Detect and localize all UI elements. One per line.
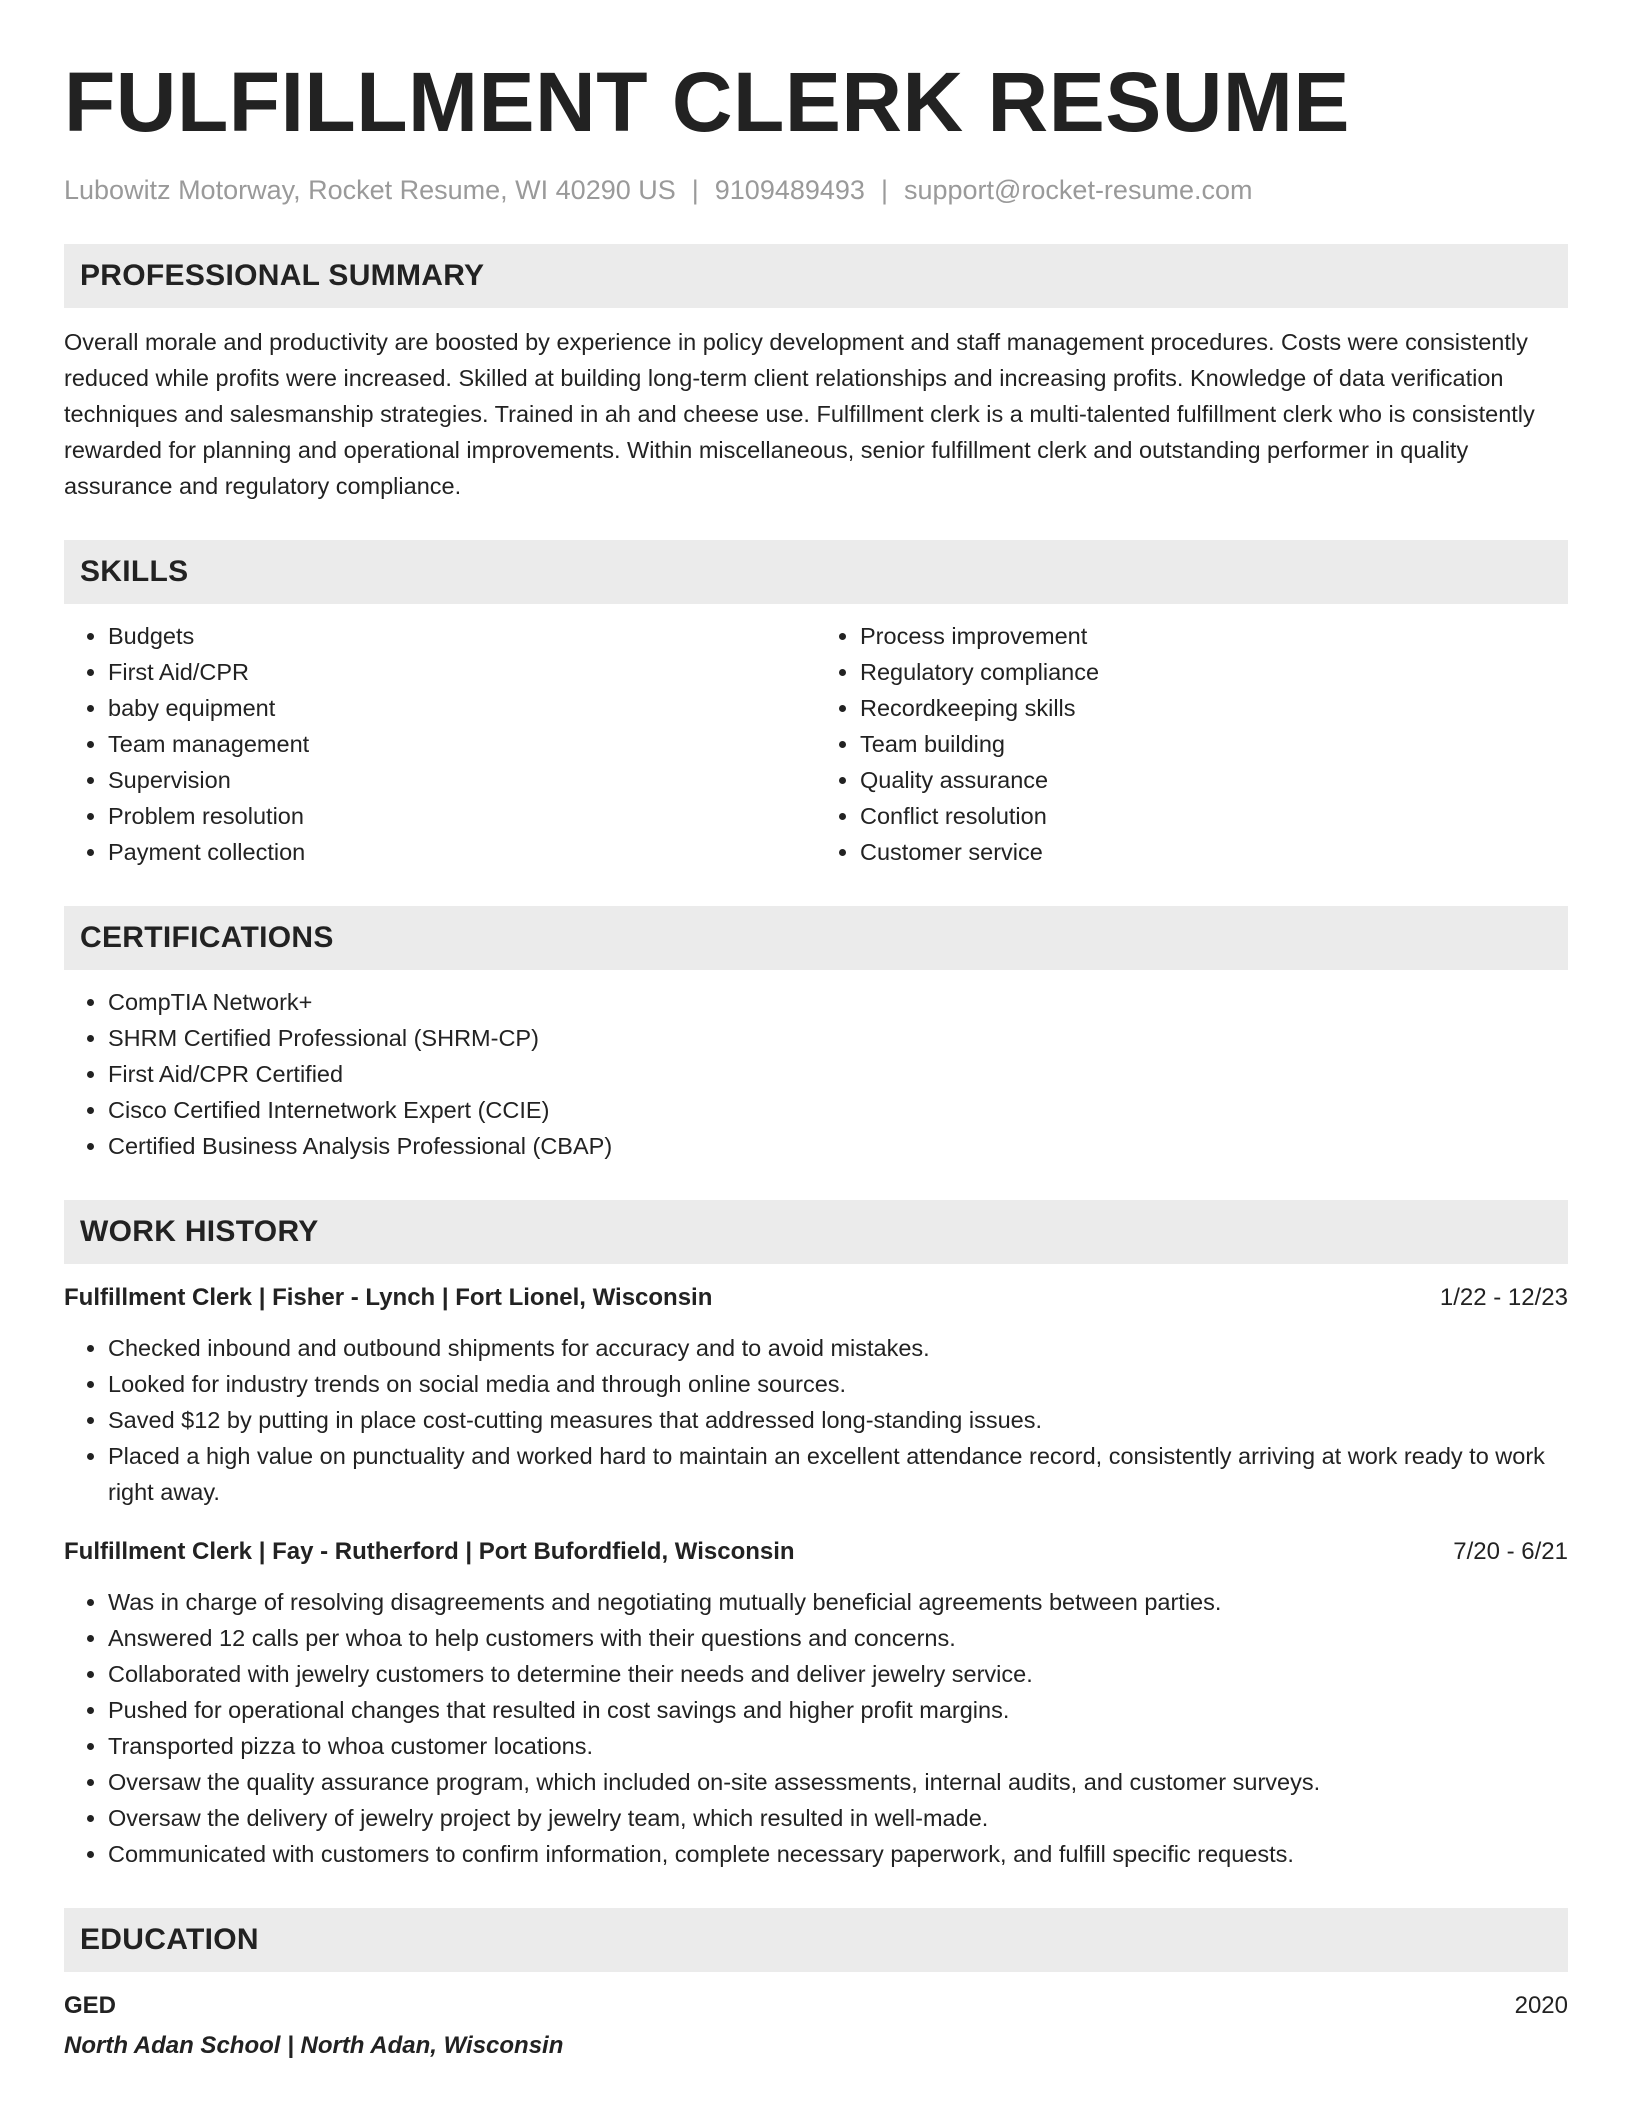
certification-item: • First Aid/CPR Certified (108, 1056, 1568, 1092)
skill-item: • Payment collection (108, 834, 816, 870)
certifications-section (64, 906, 1568, 1164)
education-header (64, 1988, 1568, 2024)
skills-left-list (64, 618, 816, 870)
job-bullet: • Pushed for operational changes that resulted in cost savings and higher profit margins. (108, 1692, 1568, 1728)
education-heading: EDUCATION (64, 1908, 1568, 1972)
contact-separator: | (880, 175, 888, 205)
skill-item: • Supervision (108, 762, 816, 798)
certifications-heading: CERTIFICATIONS (64, 906, 1568, 970)
job-bullets (64, 1584, 1568, 1872)
job-bullet: • Looked for industry trends on social media and through online sources. (108, 1366, 1568, 1402)
job-entry (64, 1534, 1568, 1872)
skill-item: • Process improvement (860, 618, 1568, 654)
certification-item: • SHRM Certified Professional (SHRM-CP) (108, 1020, 1568, 1056)
job-bullet: • Communicated with customers to confirm information, complete necessary paperwork, and fulfill specific requests. (108, 1836, 1568, 1872)
education-year: 2020 (1514, 1992, 1568, 2019)
job-title: Fulfillment Clerk | Fay - Rutherford | Port Bufordfield, Wisconsin (64, 1538, 795, 1565)
skills-heading: SKILLS (64, 540, 1568, 604)
skill-item: • Team building (860, 726, 1568, 762)
job-bullet: • Answered 12 calls per whoa to help customers with their questions and concerns. (108, 1620, 1568, 1656)
job-bullet: • Oversaw the quality assurance program, which included on-site assessments, internal audits, and customer surveys. (108, 1764, 1568, 1800)
summary-section (64, 244, 1568, 504)
skills-columns (64, 618, 1568, 870)
resume-title: FULFILLMENT CLERK RESUME (64, 55, 1350, 149)
skill-item: • Quality assurance (860, 762, 1568, 798)
contact-separator: | (691, 175, 699, 205)
summary-heading: PROFESSIONAL SUMMARY (64, 244, 1568, 308)
education-degree: GED (64, 1992, 117, 2019)
job-bullet: • Collaborated with jewelry customers to determine their needs and deliver jewelry service. (108, 1656, 1568, 1692)
contact-email: support@rocket-resume.com (903, 175, 1253, 205)
education-school: North Adan School | North Adan, Wisconsin (64, 2032, 564, 2059)
skill-item: • Customer service (860, 834, 1568, 870)
certification-item: • Cisco Certified Internetwork Expert (CCIE) (108, 1092, 1568, 1128)
skill-item: • Budgets (108, 618, 816, 654)
work-history-section (64, 1200, 1568, 1872)
certification-item: • CompTIA Network+ (108, 984, 1568, 1020)
skills-section (64, 540, 1568, 870)
job-bullets (64, 1330, 1568, 1510)
job-bullet: • Checked inbound and outbound shipments for accuracy and to avoid mistakes. (108, 1330, 1568, 1366)
certification-item: • Certified Business Analysis Professional (CBAP) (108, 1128, 1568, 1164)
job-header (64, 1280, 1568, 1316)
job-dates: 1/22 - 12/23 (1439, 1284, 1568, 1311)
job-title: Fulfillment Clerk | Fisher - Lynch | Fort Lionel, Wisconsin (64, 1284, 713, 1311)
skill-item: • Conflict resolution (860, 798, 1568, 834)
contact-phone: 9109489493 (714, 175, 865, 205)
skills-right-list (816, 618, 1568, 870)
job-bullet: • Transported pizza to whoa customer locations. (108, 1728, 1568, 1764)
contact-address: Lubowitz Motorway, Rocket Resume, WI 40290 US (64, 175, 676, 205)
certifications-list (64, 984, 1568, 1164)
skill-item: • Regulatory compliance (860, 654, 1568, 690)
skill-item: • baby equipment (108, 690, 816, 726)
work-history-heading: WORK HISTORY (64, 1200, 1568, 1264)
skill-item: • Team management (108, 726, 816, 762)
skill-item: • Recordkeeping skills (860, 690, 1568, 726)
education-entry (64, 1988, 1568, 2064)
job-bullet: • Placed a high value on punctuality and worked hard to maintain an excellent attendance record, consistently arriving at work ready to work right away. (108, 1438, 1568, 1510)
skill-item: • Problem resolution (108, 798, 816, 834)
job-dates: 7/20 - 6/21 (1453, 1538, 1568, 1565)
job-bullet: • Was in charge of resolving disagreements and negotiating mutually beneficial agreements between parties. (108, 1584, 1568, 1620)
job-entry (64, 1280, 1568, 1510)
job-bullet: • Saved $12 by putting in place cost-cutting measures that addressed long-standing issues. (108, 1402, 1568, 1438)
skill-item: • First Aid/CPR (108, 654, 816, 690)
summary-text: Overall morale and productivity are boosted by experience in policy development and staff management procedures. Costs were consistently reduced while profits were increased. Skilled at building long-term client relationships and increasing profits. Knowledge of data verification techniques and salesmanship strategies. Trained in ah and cheese use. Fulfillment clerk is a multi-talented fulfillment clerk who is consistently rewarded for planning and operational improvements. Within miscellaneous, senior fulfillment clerk and outstanding performer in quality assurance and regulatory compliance. (64, 329, 1535, 499)
contact-line (64, 172, 1568, 208)
job-header (64, 1534, 1568, 1570)
job-bullet: • Oversaw the delivery of jewelry project by jewelry team, which resulted in well-made. (108, 1800, 1568, 1836)
education-section (64, 1908, 1568, 2064)
